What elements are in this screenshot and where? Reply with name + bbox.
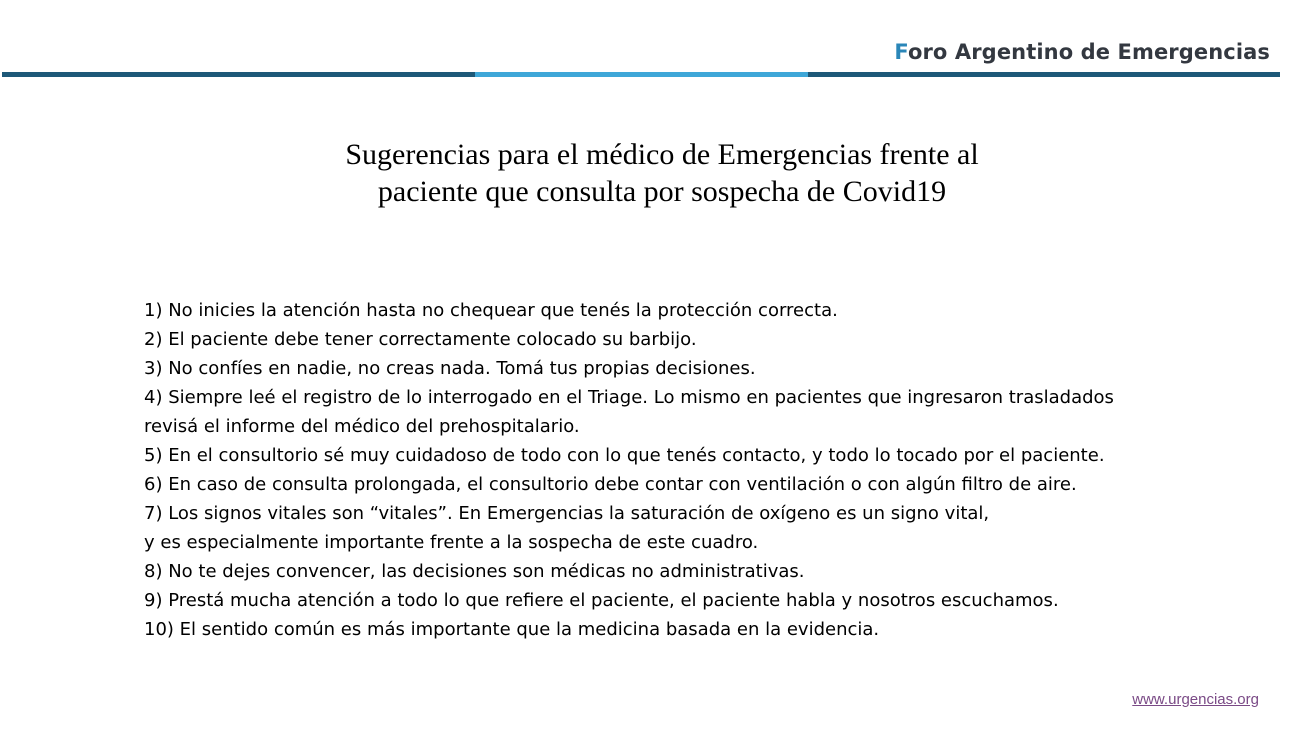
divider-segment-light	[475, 72, 808, 77]
list-item: 7) Los signos vitales son “vitales”. En Emergencias la saturación de oxígeno es un signo vital, y es especialmente importante frente a la sospecha de este cuadro.	[144, 503, 990, 553]
suggestions-list	[144, 296, 1224, 644]
list-item: 2) El paciente debe tener correctamente colocado su barbijo.	[144, 329, 697, 350]
slide-title-line-2: paciente que consulta por sospecha de Covid19	[377, 175, 947, 208]
list-item: 4) Siempre leé el registro de lo interrogado en el Triage. Lo mismo en pacientes que ingresaron trasladados revisá el informe del médico del prehospitalario.	[144, 387, 1114, 437]
list-item: 6) En caso de consulta prolongada, el consultorio debe contar con ventilación o con algún filtro de aire.	[144, 474, 1077, 495]
list-item: 10) El sentido común es más importante que la medicina basada en la evidencia.	[144, 619, 880, 640]
list-item: 5) En el consultorio sé muy cuidadoso de todo con lo que tenés contacto, y todo lo tocado por el paciente.	[144, 445, 1105, 466]
brand-initial: F	[894, 40, 908, 64]
slide-title-line-1: Sugerencias para el médico de Emergencias frente al	[345, 138, 979, 171]
brand-name	[894, 40, 1270, 64]
list-item: 8) No te dejes convencer, las decisiones son médicas no administrativas.	[144, 561, 805, 582]
list-item: 1) No inicies la atención hasta no chequear que tenés la protección correcta.	[144, 300, 838, 321]
brand-rest: oro Argentino de Emergencias	[907, 40, 1270, 64]
list-item: 9) Prestá mucha atención a todo lo que refiere el paciente, el paciente habla y nosotros escuchamos.	[144, 590, 1059, 611]
divider-segment-dark-left	[2, 72, 475, 77]
divider-segment-dark-right	[808, 72, 1280, 77]
website-link[interactable]: www.urgencias.org	[1132, 691, 1259, 708]
list-item: 3) No confíes en nadie, no creas nada. Tomá tus propias decisiones.	[144, 358, 756, 379]
header-divider	[2, 72, 1280, 77]
slide-title	[0, 136, 1302, 210]
